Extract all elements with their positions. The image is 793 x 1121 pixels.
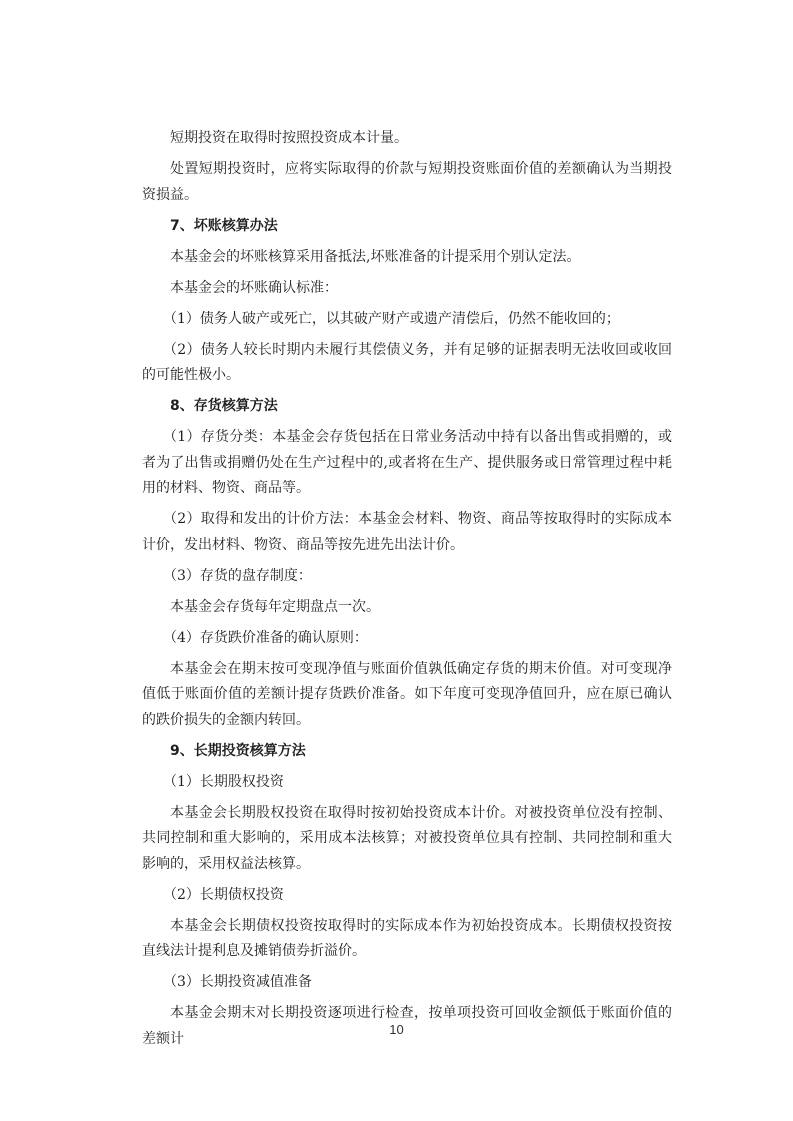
paragraph-inventory-system: 本基金会存货每年定期盘点一次。 — [170, 598, 380, 615]
paragraph-bad-debt-criterion-2: （2）债务人较长时期内未履行其偿债义务，并有足够的证据表明无法收回或收回的可能性极小。 — [142, 341, 672, 383]
paragraph-inventory-impairment: 本基金会在期末按可变现净值与账面价值孰低确定存货的期末价值。对可变现净值低于账面价值的差额计提存货跌价准备。如下年度可变现净值回升，应在原已确认的跌价损失的金额内转回。 — [142, 660, 672, 728]
paragraph-bad-debt-method: 本基金会的坏账核算采用备抵法,坏账准备的计提采用个别认定法。 — [170, 248, 581, 265]
section-heading-bad-debt: 7、坏账核算办法 — [170, 217, 278, 234]
paragraph-debt-investment: 本基金会长期债权投资按取得时的实际成本作为初始投资成本。长期债权投资按直线法计提利息及摊销债券折溢价。 — [142, 917, 672, 959]
paragraph-impairment: 本基金会期末对长期投资逐项进行检查，按单项投资可回收金额低于账面价值的差额计 — [142, 1005, 672, 1047]
paragraph-inventory-impairment-title: （4）存货跌价准备的确认原则： — [163, 629, 368, 646]
paragraph-bad-debt-criterion-1: （1）债务人破产或死亡，以其破产财产或遗产清偿后，仍然不能收回的； — [163, 310, 620, 327]
section-heading-long-term-investment: 9、长期投资核算方法 — [170, 742, 306, 759]
paragraph-debt-investment-title: （2）长期债权投资 — [163, 886, 284, 903]
paragraph-short-term-investment-disposal: 处置短期投资时，应将实际取得的价款与短期投资账面价值的差额确认为当期投资损益。 — [142, 161, 672, 203]
paragraph-bad-debt-criteria: 本基金会的坏账确认标准： — [170, 279, 338, 296]
page-body — [142, 126, 672, 1052]
paragraph-short-term-investment-measurement: 短期投资在取得时按照投资成本计量。 — [170, 130, 408, 146]
page-number: 10 — [389, 1022, 404, 1037]
paragraph-inventory-valuation: （2）取得和发出的计价方法：本基金会材料、物资、商品等按取得时的实际成本计价，发出材料、物资、商品等按先进先出法计价。 — [142, 511, 672, 553]
paragraph-equity-investment: 本基金会长期股权投资在取得时按初始投资成本计价。对被投资单位没有控制、共同控制和重大影响的，采用成本法核算；对被投资单位具有控制、共同控制和重大影响的，采用权益法核算。 — [142, 804, 672, 872]
paragraph-inventory-classification: （1）存货分类：本基金会存货包括在日常业务活动中持有以备出售或捐赠的，或者为了出售或捐赠仍处在生产过程中的,或者将在生产、提供服务或日常管理过程中耗用的材料、物资、商品等。 — [142, 429, 672, 496]
paragraph-inventory-system-title: （3）存货的盘存制度： — [163, 567, 312, 584]
paragraph-impairment-title: （3）长期投资减值准备 — [163, 974, 312, 990]
paragraph-equity-investment-title: （1）长期股权投资 — [163, 773, 284, 790]
section-heading-inventory: 8、存货核算方法 — [170, 398, 278, 414]
